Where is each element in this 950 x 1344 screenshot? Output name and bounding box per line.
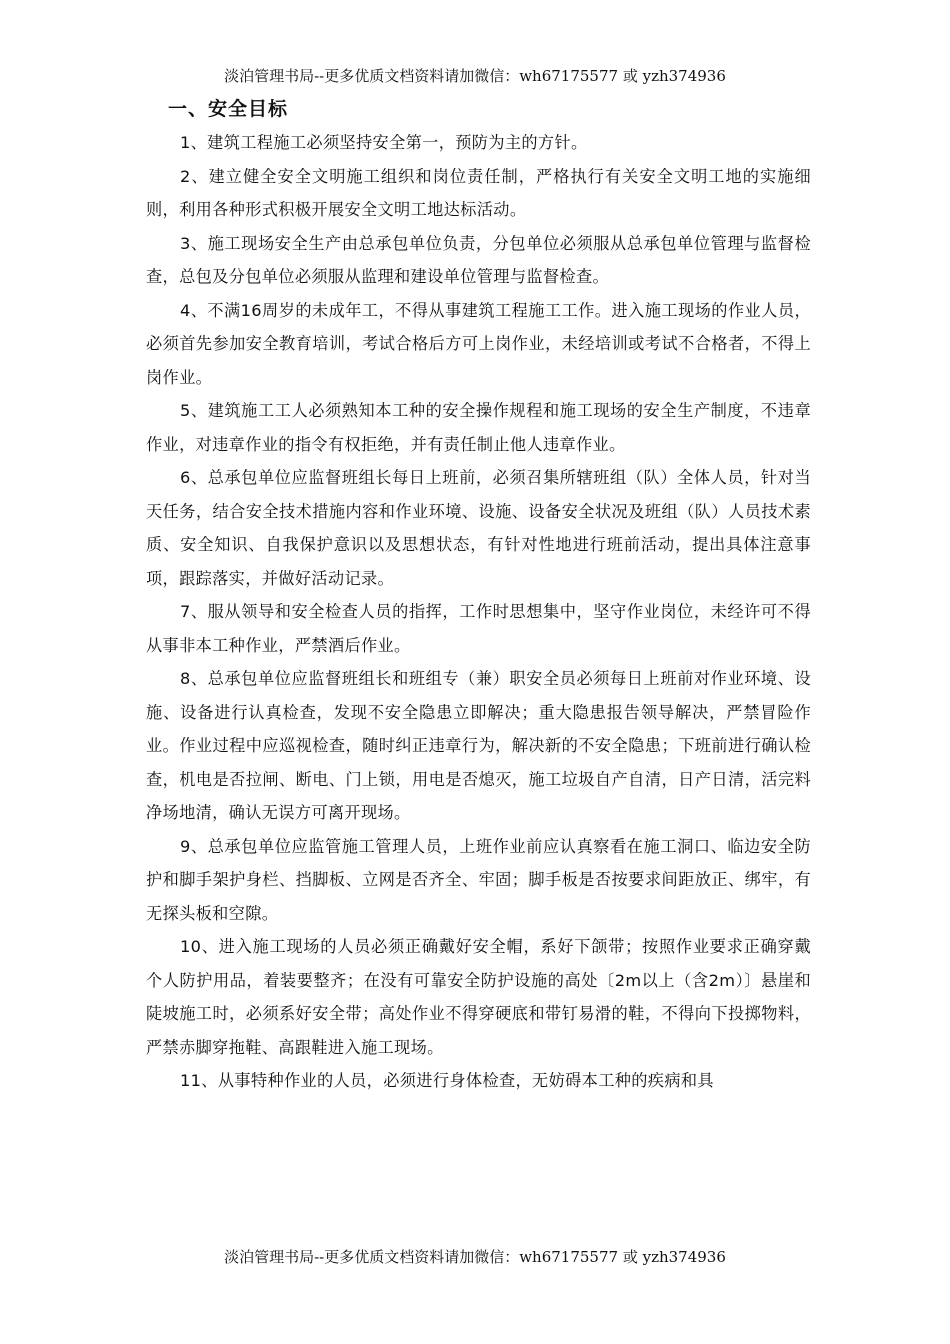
paragraph-3: 3、施工现场安全生产由总承包单位负责，分包单位必须服从总承包单位管理与监督检查，总包及分包单位必须服从监理和建设单位管理与监督检查。 [146,233,811,286]
page-footer-watermark: 淡泊管理书局--更多优质文档资料请加微信：wh67175577 或 yzh374936 [224,1248,726,1266]
paragraph-6: 6、总承包单位应监督班组长每日上班前，必须召集所辖班组（队）全体人员，针对当天任务，结合安全技术措施内容和作业环境、设施、设备安全状况及班组（队）人员技术素质、安全知识、自我保护意识以及思想状态，有针对性地进行班前活动，提出具体注意事项，跟踪落实，并做好活动记录。 [146,468,811,588]
page-header-watermark: 淡泊管理书局--更多优质文档资料请加微信：wh67175577 或 yzh374936 [224,67,726,85]
section-heading: 一、安全目标 [168,98,289,120]
paragraph-9: 9、总承包单位应监管施工管理人员，上班作业前应认真察看在施工洞口、临边安全防护和脚手架护身栏、挡脚板、立网是否齐全、牢固；脚手板是否按要求间距放正、绑牢，有无探头板和空隙。 [146,836,811,923]
document-body [146,92,811,1098]
paragraph-5: 5、建筑施工工人必须熟知本工种的安全操作规程和施工现场的安全生产制度，不违章作业，对违章作业的指令有权拒绝，并有责任制止他人违章作业。 [146,401,811,454]
paragraph-10: 10、进入施工现场的人员必须正确戴好安全帽，系好下颌带；按照作业要求正确穿戴个人防护用品，着装要整齐；在没有可靠安全防护设施的高处〔2m以上（含2m）〕悬崖和陡坡施工时，必须系好安全带；高处作业不得穿硬底和带钉易滑的鞋，不得向下投掷物料，严禁赤脚穿拖鞋、高跟鞋进入施工现场。 [146,937,811,1057]
paragraph-4: 4、不满16周岁的未成年工，不得从事建筑工程施工工作。进入施工现场的作业人员，必须首先参加安全教育培训，考试合格后方可上岗作业，未经培训或考试不合格者，不得上岗作业。 [146,300,811,387]
paragraph-8: 8、总承包单位应监督班组长和班组专（兼）职安全员必须每日上班前对作业环境、设施、设备进行认真检查，发现不安全隐患立即解决；重大隐患报告领导解决，严禁冒险作业。作业过程中应巡视检查，随时纠正违章行为，解决新的不安全隐患；下班前进行确认检查，机电是否拉闸、断电、门上锁，用电是否熄灭，施工垃圾自产自清，日产日清，活完料净场地清，确认无误方可离开现场。 [146,669,811,822]
paragraph-1: 1、建筑工程施工必须坚持安全第一，预防为主的方针。 [180,133,588,152]
paragraph-7: 7、服从领导和安全检查人员的指挥，工作时思想集中，坚守作业岗位，未经许可不得从事非本工种作业，严禁酒后作业。 [146,602,811,655]
paragraph-2: 2、建立健全安全文明施工组织和岗位责任制，严格执行有关安全文明工地的实施细则，利用各种形式积极开展安全文明工地达标活动。 [146,166,811,219]
paragraph-11: 11、从事特种作业的人员，必须进行身体检查，无妨碍本工种的疾病和具 [180,1071,714,1090]
